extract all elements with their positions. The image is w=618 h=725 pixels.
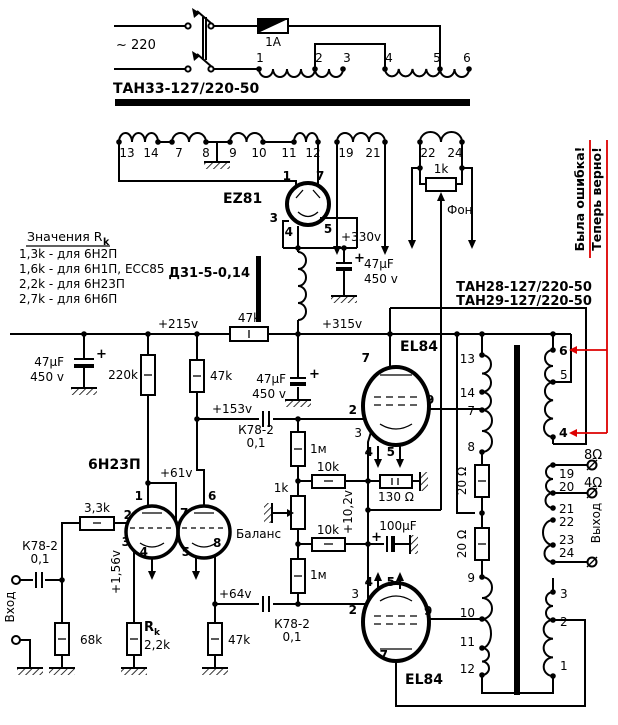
terminal-label: 24 [447,146,463,160]
pin-label: 1 [134,489,143,503]
resistor-value: 10k [316,460,340,474]
terminal-label: 3 [560,587,568,601]
pin-label: 9 [424,604,433,618]
cap-value: 100µF [379,519,417,533]
coupling-cap-bottom [263,596,269,612]
voltage-61: +61v [160,466,193,480]
terminal-label: 1 [256,51,264,65]
input-cap [36,572,42,588]
terminal-label: 12 [305,146,321,160]
terminal-label: 22 [559,515,575,529]
pin-label: 7 [379,648,388,662]
terminal-label: 19 [559,467,575,481]
resistor-value: 130 Ω [378,490,414,504]
terminal-label: 14 [459,386,475,400]
pin-label: 4 [364,445,373,459]
voltage-315: +315v [322,317,363,331]
resistor-value: 47k [228,633,251,647]
anode-resistor-220k [141,355,155,395]
terminal-label: 5 [433,51,441,65]
power-tube-top-name: EL84 [400,339,438,355]
choke-label: Д31-5-0,14 [168,266,250,281]
cap-value: 47µF [34,355,64,369]
power-transformer-name: ТАН33-127/220-50 [113,81,260,97]
terminal-label: 8 [467,440,475,454]
terminal-label: 24 [559,546,575,560]
plus-sign: + [96,347,107,362]
hum-pot-value: 1k [433,162,449,176]
voltage-215: +215v [158,317,199,331]
output-transformer-name-1: ТАН28-127/220-50 [456,280,592,295]
output-transformer-name-2: ТАН29-127/220-50 [456,294,592,309]
pin-label: 5 [181,545,190,559]
terminal-label: 7 [467,404,475,418]
power-tube-bottom-name: EL84 [405,672,443,688]
anode-resistor-47k [190,360,204,392]
feed-resistor-bottom [312,538,345,551]
pin-label: 8 [213,536,222,550]
terminal-label: 21 [365,146,381,160]
terminal-label: 12 [459,662,475,676]
pin-label: 6 [208,489,217,503]
feed-resistor-top [312,475,345,488]
cap-type: К78-2 [238,423,274,437]
cathode-resistor-rk [127,623,141,655]
voltage-330: +330v [341,230,382,244]
resistor-value: 20 Ω [455,529,469,559]
rk-note-row: 2,2k - для 6Н23П [19,277,125,291]
voltage-156: +1,56v [109,550,123,594]
hum-potentiometer[interactable] [426,178,456,201]
cathode-bypass-cap [387,536,395,552]
terminal-label: 9 [229,146,237,160]
plus-sign: + [354,251,365,266]
resistor-value: 2,2k [144,638,171,652]
terminal-label: 9 [467,571,475,585]
pin-label: 5 [386,445,395,459]
terminal-label: 8 [202,146,210,160]
correction-note-line2: Теперь верно! [589,147,604,251]
pin-label: 3 [354,426,362,440]
voltage-153: +153v [212,402,253,416]
power-tube-bottom [363,583,429,661]
mains-voltage-label: ~ 220 [116,38,156,53]
pin-label: 5 [323,222,333,236]
terminal-label: 2 [560,615,568,629]
terminal-label: 11 [459,635,475,649]
terminal-label: 7 [175,146,183,160]
terminal-label: 10 [459,606,475,620]
pin-label: 1 [282,169,291,183]
terminal-label: 6 [463,51,471,65]
rk-note-title-sub: k [103,237,110,248]
grid-stopper-resistor [80,517,114,530]
ot-core [514,345,520,695]
rk-note-row: 1,6k - для 6Н1П, ECC85 [19,262,165,276]
terminal-label: 13 [119,146,135,160]
rk-note-row: 1,3k - для 6Н2П [19,247,118,261]
cap-value: 0,1 [30,552,50,566]
terminal-label: 2 [315,51,323,65]
resistor-value: 3,3k [83,501,111,515]
resistor-value: 10k [316,523,340,537]
cap-value: 47µF [364,257,394,271]
voltage-102: +10,2v [341,490,355,534]
power-tube-top [363,367,429,445]
output-label: Выход [589,502,603,544]
terminal-label: 21 [559,502,575,516]
input-tube-name: 6Н23П [88,457,141,473]
filter-cap-315 [290,378,306,386]
fuse-label: 1А [265,35,281,49]
pot-value: 1k [273,481,289,495]
rk-note-row: 2,7k - для 6Н6П [19,292,118,306]
hum-pot-label: Фон [447,203,473,217]
plus-sign: + [309,367,320,382]
dropper-resistor [230,327,268,341]
cap-value: 47µF [256,372,286,386]
pin-label: 4 [139,545,148,559]
input-label: Вход [3,591,17,623]
cap-type: К78-2 [274,617,310,631]
cap-type: К78-2 [22,539,58,553]
ot-secondary-coils [543,350,553,676]
filter-cap-330 [336,263,352,271]
terminal-label: 11 [281,146,297,160]
terminal-label: 23 [559,533,575,547]
pin-label: 4 [284,225,293,239]
balance-potentiometer[interactable] [287,496,305,529]
cathode-resistor-130 [380,475,412,488]
voltage-64: +64v [219,587,252,601]
correction-note-line1: Была ошибка! [572,146,587,252]
resistor-value: 68k [80,633,103,647]
pin-label: 3 [351,587,359,601]
pin-label: 4 [364,575,373,589]
pin-label: 2 [348,403,357,417]
resistor-value: 220k [108,368,138,382]
grid-leak-bottom [291,559,305,593]
pin-label: 7 [316,169,325,183]
fuse [258,19,288,33]
grid-leak-top [291,432,305,466]
rk-label-sub: k [154,628,160,638]
balance-resistor-20-1 [475,465,489,497]
tap-8ohm-label: 8Ω [584,448,603,463]
pt-core [115,99,470,106]
rectifier-tube-name: EZ81 [223,191,263,207]
resistor-value: 47k [210,369,233,383]
resistor-value: 20 Ω [455,466,469,496]
resistor-value: 1м [310,442,327,456]
pin-label: 3 [269,211,278,225]
terminal-label: 10 [251,146,267,160]
terminal-label: 4 [385,51,393,65]
filter-cap-215 [74,359,94,368]
terminal-label: 1 [560,659,568,673]
terminal-label: 5 [560,368,568,382]
terminal-label: 3 [343,51,351,65]
terminal-label: 20 [559,480,575,494]
terminal-label-corrected: 4 [559,425,568,440]
terminal-label-corrected: 6 [559,343,568,358]
pin-label: 3 [121,535,130,549]
cap-value: 0,1 [282,630,302,644]
grid-resistor-68k [55,623,69,655]
pin-label: 2 [348,603,357,617]
pin-label: 7 [361,351,370,365]
rectifier-tube [287,183,329,225]
plus-sign: + [371,530,382,545]
balance-resistor-20-2 [475,528,489,560]
rk-note-title: Значения R [27,229,103,244]
terminal-label: 22 [420,146,436,160]
resistor-value: 47k [237,311,261,325]
rk-label: R [144,620,155,635]
pin-label: 2 [123,508,132,522]
cap-voltage: 450 v [252,387,286,401]
terminal-label: 13 [459,352,475,366]
pin-label: 7 [180,506,189,520]
cap-voltage: 450 v [364,272,398,286]
tail-resistor-47k [208,623,222,655]
terminal-label: 14 [143,146,159,160]
pin-label: 5 [386,575,395,589]
pin-label: 9 [426,393,435,407]
balance-label: Баланс [236,527,282,541]
cap-value: 0,1 [246,436,266,450]
mains-switch[interactable] [185,8,213,72]
tap-4ohm-label: 4Ω [584,476,603,491]
choke-coil [298,252,306,320]
terminal-label: 19 [338,146,354,160]
resistor-value: 1м [310,568,327,582]
cap-voltage: 450 v [30,370,64,384]
